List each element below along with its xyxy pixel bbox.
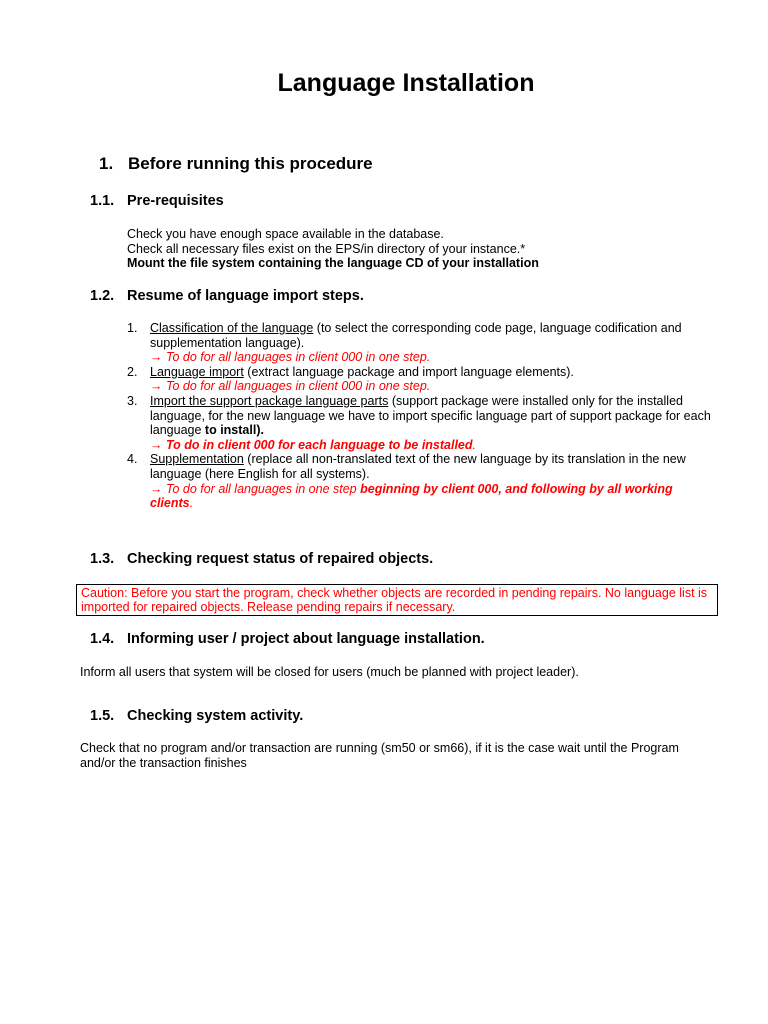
section-1-2-number: 1.2.	[90, 288, 115, 304]
section-1-4-number: 1.4.	[90, 631, 115, 647]
step-note-prefix: → To do for all languages in one step	[150, 481, 361, 496]
step-note-suffix: .	[189, 496, 194, 511]
step-item	[127, 394, 712, 452]
step-text-bold: to install).	[204, 423, 264, 438]
step-note: → To do for all languages in client 000 in one step.	[150, 379, 431, 394]
section-1-3-number: 1.3.	[90, 551, 115, 567]
section-1-3-heading: Checking request status of repaired objects.	[127, 551, 434, 567]
section-1-5-heading: Checking system activity.	[127, 708, 304, 724]
section-1-5-number: 1.5.	[90, 708, 115, 724]
step-note-suffix: .	[472, 437, 477, 452]
step-link-supplementation[interactable]: Supplementation	[150, 452, 244, 467]
system-activity-text: Check that no program and/or transaction are running (sm50 or sm66), if it is the case wait until the Program and/or the transaction finishes	[80, 741, 679, 770]
step-text: (to select the corresponding code page, language codification and supplementation language).	[150, 321, 682, 350]
import-steps-list	[127, 321, 712, 511]
step-text: (extract language package and import language elements).	[243, 364, 574, 379]
step-note-prefix: →	[150, 437, 166, 452]
step-number: 2.	[127, 364, 138, 379]
prereq-line-files: Check all necessary files exist on the EPS/in directory of your instance.*	[127, 241, 526, 256]
step-link-classification[interactable]: Classification of the language	[150, 321, 314, 335]
step-number: 1.	[127, 321, 138, 335]
section-1-1-heading: Pre-requisites	[127, 193, 224, 209]
prereq-line-mount: Mount the file system containing the language CD of your installation	[127, 256, 539, 271]
step-item	[127, 365, 712, 394]
step-number: 4.	[127, 452, 138, 467]
step-note: → To do for all languages in client 000 in one step.	[150, 350, 431, 365]
section-1-1-number: 1.1.	[90, 193, 115, 209]
section-1-4-heading: Informing user / project about language installation.	[127, 631, 485, 647]
step-item	[127, 452, 712, 510]
section-1-number: 1.	[99, 154, 114, 173]
step-text: (support package were installed only for the installed language, for the new language we have to import specific language part of support package for each language	[150, 393, 711, 438]
prereq-line-space: Check you have enough space available in the database.	[127, 227, 444, 241]
step-number: 3.	[127, 393, 138, 408]
step-link-language-import[interactable]: Language import	[150, 364, 244, 379]
step-note-bold: To do in client 000 for each language to be installed	[165, 437, 473, 452]
inform-users-text: Inform all users that system will be closed for users (much be planned with project leader).	[80, 665, 579, 679]
step-note-bold: beginning by client 000, and following by all working clients	[150, 481, 673, 511]
section-1-2-heading: Resume of language import steps.	[127, 288, 364, 304]
section-1-heading: Before running this procedure	[128, 154, 373, 173]
prerequisites-block	[127, 227, 727, 271]
step-link-support-package[interactable]: Import the support package language parts	[150, 393, 389, 408]
step-item	[127, 321, 712, 365]
caution-box: Caution: Before you start the program, check whether objects are recorded in pending repairs. No language list is imported for repaired objects. Release pending repairs if necessary.	[76, 584, 718, 616]
step-text: (replace all non-translated text of the new language by its translation in the new language (here English for all systems).	[150, 452, 686, 481]
document-title: Language Installation	[277, 69, 535, 97]
